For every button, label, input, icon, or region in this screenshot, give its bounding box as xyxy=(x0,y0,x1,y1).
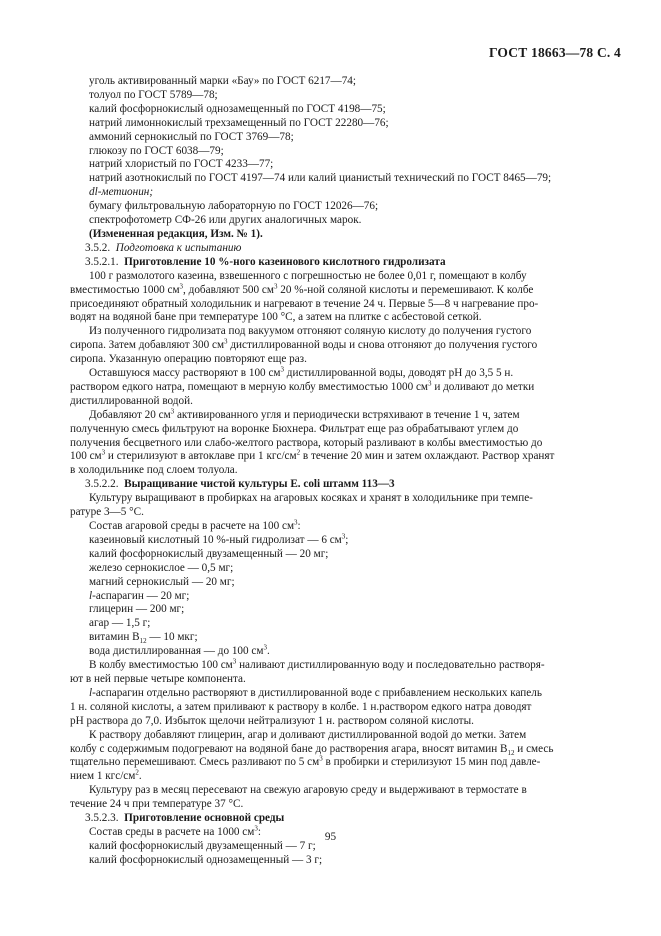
text-line: полученную смесь фильтруют на воронке Бюхнера. Фильтрат еще раз обрабатывают углем до xyxy=(70,422,519,435)
section-title: Приготовление 10 %-ного казеинового кислотного гидролизата xyxy=(124,255,446,268)
text-span: Состав среды в расчете на 1000 см xyxy=(89,825,255,838)
superscript: 3 xyxy=(341,532,346,541)
superscript: 3 xyxy=(319,754,323,763)
reagent-item: натрий лимоннокислый трехзамещенный по ГОСТ 22280—76; xyxy=(89,116,389,129)
text-span: : xyxy=(257,825,261,838)
reagent-item: аммоний сернокислый по ГОСТ 3769—78; xyxy=(89,130,294,143)
text-span: и доливают до метки xyxy=(431,380,535,393)
text-line: 100 г размолотого казеина, взвешенного с погрешностью не более 0,01 г, помещают в колбу xyxy=(89,269,527,282)
reagent-item: толуол по ГОСТ 5789—78; xyxy=(89,88,218,101)
text-span: . xyxy=(138,770,142,783)
document-body xyxy=(70,75,599,868)
superscript: 3 xyxy=(263,643,267,652)
text-span: активированного угля и периодически встряхивают в течение 1 ч, затем xyxy=(174,408,520,421)
agar-item xyxy=(89,631,599,645)
paragraph xyxy=(70,492,599,520)
superscript: 3 xyxy=(280,365,284,374)
text-line: ратуре 3—5 °С. xyxy=(70,506,144,519)
text-span: . xyxy=(266,645,270,658)
base-item: калий фосфорнокислый двузамещенный — 7 г; xyxy=(89,839,316,852)
superscript: 2 xyxy=(135,768,139,777)
page-header: ГОСТ 18663—78 С. 4 xyxy=(488,45,621,60)
superscript: 3 xyxy=(101,448,106,457)
text-line: сиропа. Указанную операцию повторяют еще раз. xyxy=(70,353,307,366)
text-span: в течение 20 мин и затем охлаждают. Раствор хранят xyxy=(300,450,555,463)
section-title: Выращивание чистой культуры E. coli штамм 113—3 xyxy=(124,478,395,491)
text-span: 20 %-ной соляной кислоты и перемешивают. К колбе xyxy=(277,283,534,296)
subscript: 12 xyxy=(139,637,147,646)
paragraph xyxy=(70,659,599,812)
reagent-item: уголь активированный марки «Бау» по ГОСТ 6217—74; xyxy=(89,75,356,87)
superscript: 3 xyxy=(232,657,237,666)
superscript: 3 xyxy=(428,379,432,388)
base-item: калий фосфорнокислый однозамещенный — 3 г; xyxy=(89,853,323,866)
text-line: течение 24 ч при температуре 37 °С. xyxy=(70,798,244,811)
text-span: колбу с содержимым подогревают на водяной бане до растворения агара, вносят витамин B xyxy=(70,742,508,755)
text-line: присоединяют обратный холодильник и нагревают в течение 24 ч. Первые 5—8 ч нагревание про- xyxy=(70,297,539,310)
agar-item xyxy=(89,645,599,659)
text-line: Культуру раз в месяц пересевают на свежую агаровую среду и выдерживают в термостате в xyxy=(89,784,527,797)
text-span: -аспарагин отдельно растворяют в дистиллированной воде с прибавлением нескольких капель xyxy=(92,686,542,699)
paragraph xyxy=(70,270,599,479)
text-span: : xyxy=(297,520,301,532)
section-number: 3.5.2.1. xyxy=(85,255,119,268)
text-span: ; xyxy=(345,533,349,546)
text-span: казеиновый кислотный 10 %-ный гидролизат — 6 см xyxy=(89,533,342,546)
agar-item: железо сернокислое — 0,5 мг; xyxy=(89,561,234,574)
reagent-item: калий фосфорнокислый однозамещенный по ГОСТ 4198—75; xyxy=(89,102,386,115)
reagent-item: бумагу фильтровальную лабораторную по ГОСТ 12026—76; xyxy=(89,200,379,213)
section-3-5-2-3 xyxy=(85,812,599,826)
subscript: 12 xyxy=(507,748,515,757)
text-line: получения бесцветного или слабо-желтого раствора, который разливают в колбы вместимостью до xyxy=(70,436,543,449)
text-span: нием 1 кгс/см xyxy=(70,770,136,783)
superscript: 3 xyxy=(254,824,258,833)
text-line: дистиллированной водой. xyxy=(70,394,193,407)
reagent-item: спектрофотометр СФ-26 или других аналогичных марок. xyxy=(89,214,362,227)
section-number: 3.5.2.2. xyxy=(85,478,119,491)
section-number: 3.5.2.3. xyxy=(85,812,119,825)
superscript: 3 xyxy=(179,281,184,290)
text-line: 1 н. соляной кислоты, а затем приливают к раствору в колбе. 1 н.раствором едкого натра доводят xyxy=(70,700,532,713)
text-span: l xyxy=(89,589,93,602)
reagent-item: глюкозу по ГОСТ 6038—79; xyxy=(89,144,224,157)
superscript: 3 xyxy=(224,337,228,346)
agar-item: калий фосфорнокислый двузамещенный — 20 мг; xyxy=(89,547,329,560)
text-span: 100 см xyxy=(70,450,102,463)
edition-note: (Измененная редакция, Изм. № 1). xyxy=(89,227,263,240)
text-span: и смесь xyxy=(514,742,554,755)
text-span: раствором едкого натра, помещают в мерную колбу вместимостью 1000 см xyxy=(70,380,429,393)
text-span: дистиллированной воды и снова отгоняют до получения густого xyxy=(227,339,538,352)
text-span: Добавляют 20 см xyxy=(89,408,171,421)
section-3-5-2 xyxy=(85,242,599,256)
page-number: 95 xyxy=(324,831,337,843)
text-span: -аспарагин — 20 мг; xyxy=(92,589,190,602)
text-span: В колбу вместимостью 100 см xyxy=(89,659,233,672)
text-span: тщательно перемешивают. Смесь разливают по 5 см xyxy=(70,756,320,769)
agar-item xyxy=(89,534,599,548)
text-line: водят на водяной бане при температуре 100 °С, а затем на плитке с асбестовой сеткой. xyxy=(70,311,482,324)
text-span: — 10 мкг; xyxy=(146,631,198,644)
text-span: витамин B xyxy=(89,631,140,644)
section-3-5-2-2 xyxy=(85,478,599,492)
text-span: в пробирки и стерилизуют 15 мин под давле- xyxy=(322,756,541,769)
text-span: Оставшуюся массу растворяют в 100 см xyxy=(89,367,281,380)
section-title: Приготовление основной среды xyxy=(124,812,285,825)
agar-item: глицерин — 200 мг; xyxy=(89,603,185,616)
text-span: , добавляют 500 см xyxy=(183,283,274,296)
reagent-item: натрий азотнокислый по ГОСТ 4197—74 или калий цианистый технический по ГОСТ 8465—79; xyxy=(89,172,552,185)
superscript: 2 xyxy=(296,448,301,457)
agar-item: магний сернокислый — 20 мг; xyxy=(89,575,235,588)
text-line: рН раствора до 7,0. Избыток щелочи нейтрализуют 1 н. раствором соляной кислоты. xyxy=(70,714,474,727)
section-title: Подготовка к испытанию xyxy=(115,241,242,254)
text-span: l xyxy=(89,686,93,699)
text-span: вода дистиллированная — до 100 см xyxy=(89,645,264,658)
superscript: 3 xyxy=(294,518,298,527)
text-span: наливают дистиллированную воду и последовательно растворя- xyxy=(236,659,545,672)
text-span: дистиллированной воды, доводят рН до 3,5 5 н. xyxy=(284,367,514,380)
text-span: сиропа. Затем добавляют 300 см xyxy=(70,339,225,352)
text-line: ют в ней первые четыре компонента. xyxy=(70,672,246,685)
superscript: 3 xyxy=(273,281,278,290)
text-span: вместимостью 1000 см xyxy=(70,283,180,296)
text-line: в холодильнике под слоем толуола. xyxy=(70,464,238,477)
text-span: Состав агаровой среды в расчете на 100 см xyxy=(89,520,295,532)
reagent-item: dl-метионин; xyxy=(89,186,154,199)
text-line: Из полученного гидролизата под вакуумом отгоняют соляную кислоту до получения густого xyxy=(89,325,532,338)
text-span: и стерилизуют в автоклаве при 1 кгс/см xyxy=(105,450,297,463)
section-3-5-2-1 xyxy=(85,256,599,270)
text-line: К раствору добавляют глицерин, агар и доливают дистиллированной водой до метки. Затем xyxy=(89,728,527,741)
superscript: 3 xyxy=(170,407,175,416)
agar-item xyxy=(89,590,599,604)
reagent-item: натрий хлористый по ГОСТ 4233—77; xyxy=(89,158,274,171)
agar-item: агар — 1,5 г; xyxy=(89,617,151,630)
text-line: Культуру выращивают в пробирках на агаровых косяках и хранят в холодильнике при темпе- xyxy=(89,492,533,505)
section-number: 3.5.2. xyxy=(85,241,111,254)
